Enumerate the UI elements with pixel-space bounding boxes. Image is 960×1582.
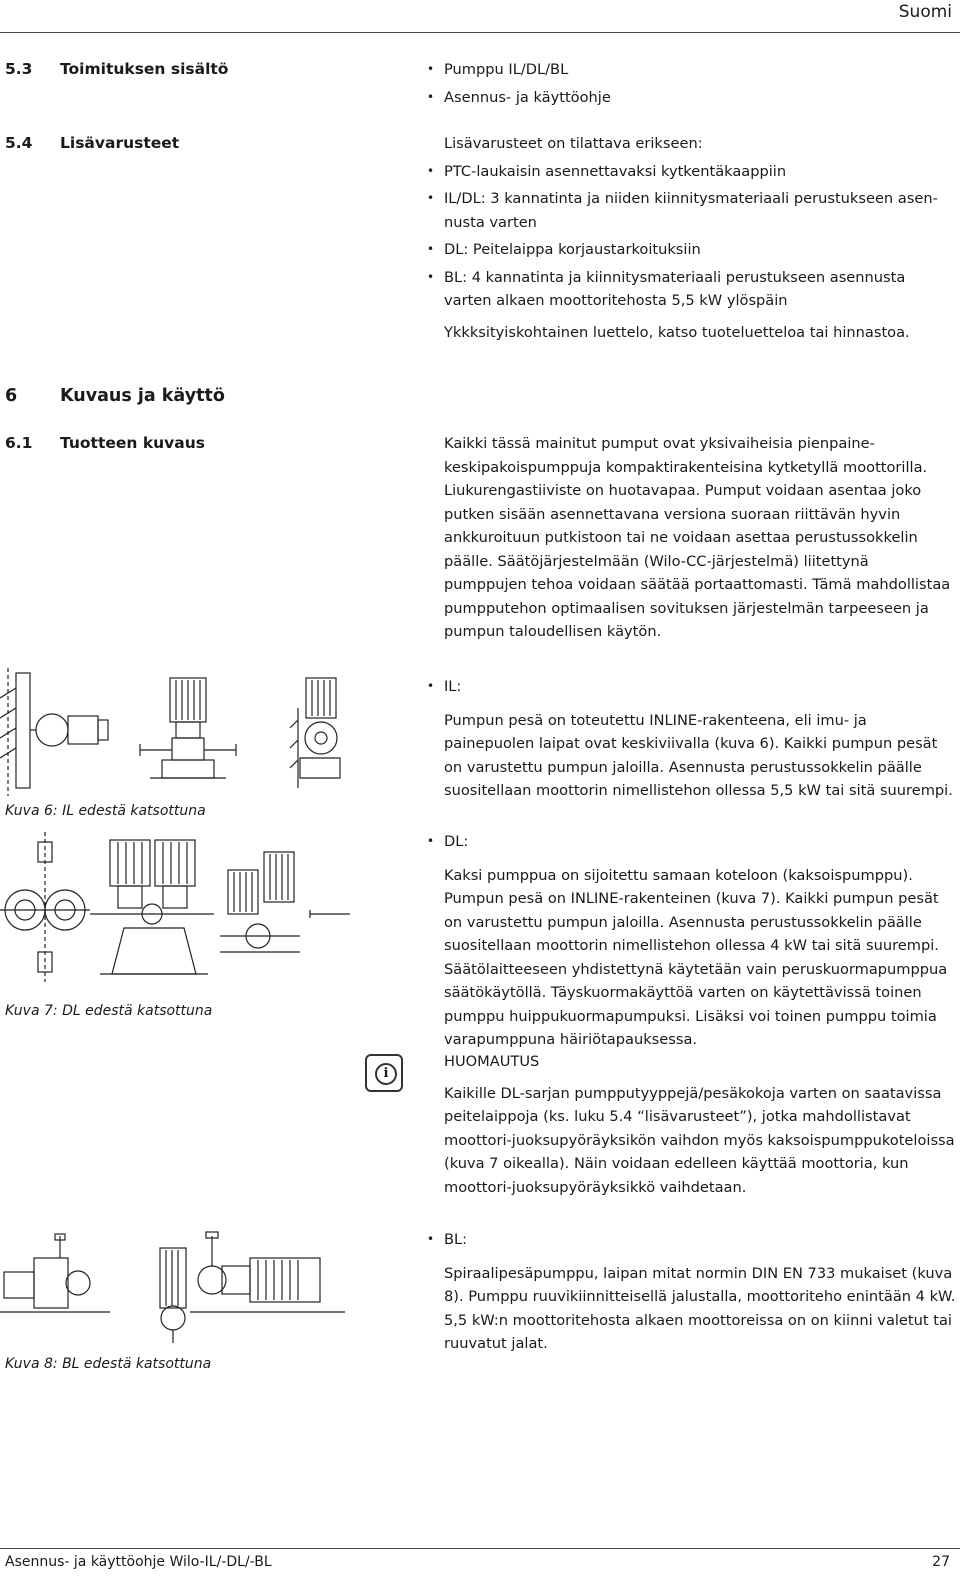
list-item: • IL/DL: 3 kannatinta ja niiden kiinnitysmateriaali perustukseen asen-nusta varten [444,187,956,234]
figure-6-il-pumps [0,668,360,798]
figure-7-dl-pumps [0,832,360,992]
dl-block [444,830,956,1052]
footer-document-title: Asennus- ja käyttöohje Wilo-IL/-DL/-BL [5,1554,272,1570]
section-5-3-title: Toimituksen sisältö [60,60,229,78]
dl-heading: • DL: [444,830,956,854]
il-heading: • IL: [444,675,956,699]
footer-divider [0,1548,960,1549]
language-label: Suomi [898,2,952,22]
chapter-6-title: Kuvaus ja käyttö [60,386,225,406]
page-number: 27 [932,1554,950,1570]
il-block [444,675,956,803]
info-icon: i [365,1054,403,1092]
list-item: • Asennus- ja käyttöohje [444,86,956,110]
intro-text: Lisävarusteet on tilattava erikseen: [444,135,703,152]
section-6-1-text: Kaikki tässä mainitut pumput ovat yksivaiheisia pienpaine-keskipakoispumppuja kompaktirakenteisina kytketyllä moottorilla. Liukurengastiiviste on huotavapaa. Pumput voidaan asentaa joko putken sisään asennettavana versiona suoraan riittävän hyvin ankkuroituun putkistoon tai ne voidaan asettaa perustussokkelin päälle. Säätöjärjestelmään (Wilo-CC-järjestelmä) liitettynä pumppujen tehoa voidaan säätää portaattomasti. Tämä mahdollistaa pumpputehon optimaalisen sovituksen järjestelmän tarpeeseen ja pumpun taloudellisen käytön. [444,435,951,640]
figure-7-caption: Kuva 7: DL edestä katsottuna [5,1003,213,1019]
bl-text: Spiraalipesäpumppu, laipan mitat normin DIN EN 733 mukaiset (kuva 8). Pumppu ruuvikiinnitteisellä jalustalla, moottoriteho enintään 4 kW. 5,5 kW:n moottoritehosta alkaen moottoreissa on on kiinni valetut tai ruuvatut jalat. [444,1264,956,1352]
chapter-6-number: 6 [5,386,18,406]
header-divider [0,32,960,33]
list-item: • Pumppu IL/DL/BL [444,58,956,82]
figure-8-caption: Kuva 8: BL edestä katsottuna [5,1356,212,1372]
notice-block [444,1050,956,1199]
list-item: • BL: 4 kannatinta ja kiinnitysmateriaali perustukseen asennusta varten alkaen moottoritehosta 5,5 kW ylöspäin [444,266,956,313]
il-text: Pumpun pesä on toteutettu INLINE-rakenteena, eli imu- ja painepuolen laipat ovat keskiviivalla (kuva 6). Kaikki pumpun pesät on varustettu pumpun jaloilla. Asennusta perustussokkelin päälle suositellaan moottorin nimellistehon ollessa 5,5 kW tai sitä suurempi. [444,711,953,799]
list-item: • PTC-laukaisin asennettavaksi kytkentäkaappiin [444,160,956,184]
section-6-1-title: Tuotteen kuvaus [60,434,205,452]
section-6-1-number: 6.1 [5,434,33,452]
section-5-4-content [444,132,956,344]
note-text: Ykkksityiskohtainen luettelo, katso tuoteluetteloa tai hinnastoa. [444,323,910,341]
section-5-3-number: 5.3 [5,60,33,78]
list-item: • DL: Peitelaippa korjaustarkoituksiin [444,238,956,262]
bl-heading: • BL: [444,1228,956,1252]
section-5-3-content [444,58,956,109]
section-5-4-number: 5.4 [5,134,33,152]
figure-8-bl-pumps [0,1228,360,1348]
notice-text: Kaikille DL-sarjan pumpputyyppejä/pesäkokoja varten on saatavissa peitelaippoja (ks. luku 5.4 “lisävarusteet”), jotka mahdollistavat moottori-juoksupyöräyksikön vaihdon myös kaksoispumppukoteloissa (kuva 7 oikealla). Näin voidaan edelleen käyttää moottoria, kun moottori-juoksupyöräyksikkö vaihdetaan. [444,1084,955,1196]
section-5-4-title: Lisävarusteet [60,134,180,152]
figure-6-caption: Kuva 6: IL edestä katsottuna [5,803,206,819]
notice-title: HUOMAUTUS [444,1053,540,1070]
dl-text: Kaksi pumppua on sijoitettu samaan koteloon (kaksoispumppu). Pumpun pesä on INLINE-rakenteinen (kuva 7). Kaikki pumpun pesät on varustettu pumpun jaloilla. Asennusta perustussokkelin päälle suositellaan moottorin nimellistehon ollessa 4 kW tai sitä suurempi. Säätölaitteeseen yhdistettynä käytetään vain peruskuormapumppua säätökäytöllä. Täyskuormakäyttöä varten on käytettävissä toinen pumppu huippukuormapumpuksi. Lisäksi voi toinen pumppu toimia varapumppuna häiriötapauksessa. [444,866,948,1048]
bl-block [444,1228,956,1356]
